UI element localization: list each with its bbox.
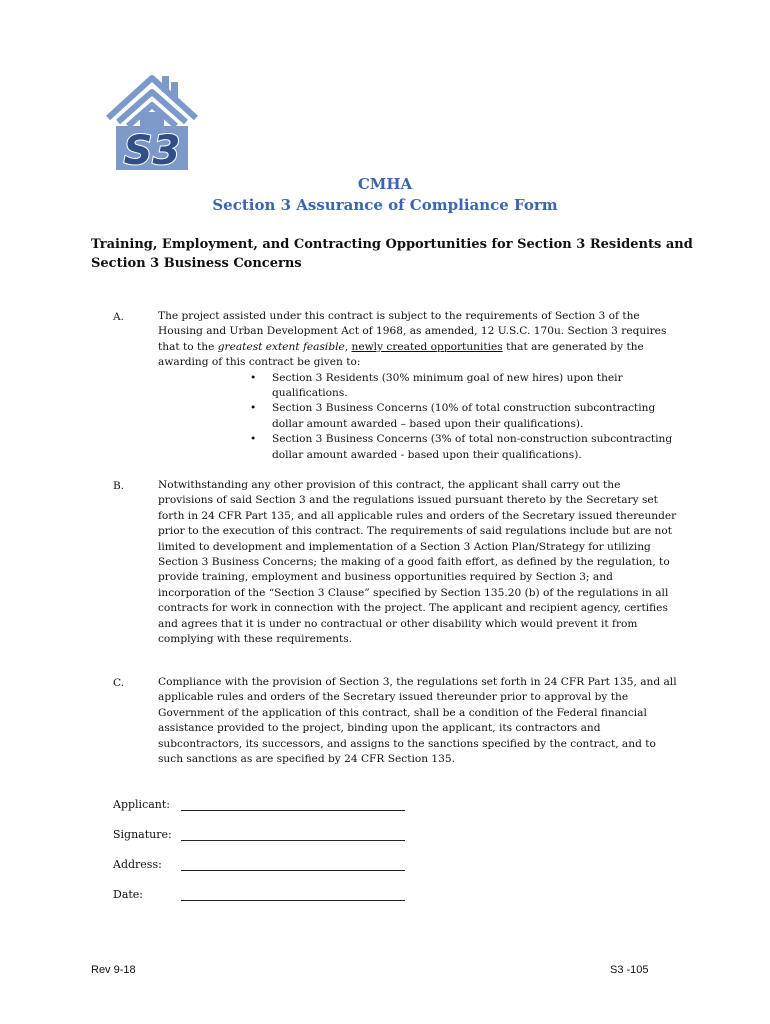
- signature-field[interactable]: [181, 840, 405, 841]
- footer-form-number: S3 -105: [610, 964, 649, 976]
- section-a-emphasis: greatest extent feasible: [217, 340, 345, 353]
- org-title: CMHA: [357, 175, 413, 193]
- section-c-paragraph: Compliance with the provision of Section 3, the regulations set forth in 24 CFR Part 135, and all applicable rules and orders of the Secretary issued thereunder prior to approval by the Government of the application of this contract, shall be a condition of the Federal financial assistance provided to the project, binding upon the applicant, its contractors and subcontractors, its successors, and assigns to the sanctions specified by the contract, and to such sanctions as are specified by 24 CFR Section 135.: [158, 676, 677, 766]
- date-field[interactable]: [181, 900, 405, 901]
- applicant-label: Applicant:: [113, 798, 170, 811]
- section-a-underlined: newly created opportunities: [351, 340, 503, 353]
- section-b-letter: B.: [113, 480, 125, 492]
- footer-revision: Rev 9-18: [91, 964, 136, 976]
- bullet-item: • Section 3 Residents (30% minimum goal of new hires) upon their qualifications.: [272, 371, 678, 402]
- bullet-item: • Section 3 Business Concerns (10% of total construction subcontracting dollar amount awarded – based upon their qualifications).: [272, 401, 678, 432]
- address-field[interactable]: [181, 870, 405, 871]
- section-c-letter: C.: [113, 677, 125, 689]
- s3-logo: [104, 72, 204, 176]
- logo-text: S3: [123, 128, 181, 174]
- heading-line-2: Section 3 Business Concerns: [91, 256, 302, 271]
- section-a-text-before: The project assisted under this contract is subject to the requirements of Section 3 of the Housing and Urban Development Act of 1968, as amended, 12 U.S.C. 170u. Section 3 requires that to the: [158, 310, 667, 353]
- section-a-bullets: [158, 371, 678, 463]
- section-a-comma: ,: [344, 340, 352, 353]
- date-label: Date:: [113, 888, 144, 901]
- bullet-item: • Section 3 Business Concerns (3% of total non-construction subcontracting dollar amount awarded - based upon their qualifications).: [272, 432, 678, 463]
- section-a-letter: A.: [113, 311, 125, 323]
- heading-line-1: Training, Employment, and Contracting Opportunities for Section 3 Residents and: [91, 237, 693, 252]
- section-b-paragraph: Notwithstanding any other provision of this contract, the applicant shall carry out the provisions of said Section 3 and the regulations issued pursuant thereto by the Secretary set forth in 24 CFR Part 135, and all applicable rules and orders of the Secretary issued thereunder prior to the execution of this contract. The requirements of said regulations include but are not limited to development and implementation of a Section 3 Action Plan/Strategy for utilizing Section 3 Business Concerns; the making of a good faith effort, as defined by the regulation, to provide training, employment and business opportunities required by Section 3; and incorporation of the “Section 3 Clause” specified by Section 135.20 (b) of the regulations in all contracts for work in connection with the project. The applicant and recipient agency, certifies and agrees that it is under no contractual or other disability which would prevent it from complying with these requirements.: [158, 479, 677, 646]
- section-a-paragraph: [158, 309, 678, 463]
- applicant-field[interactable]: [181, 810, 405, 811]
- address-label: Address:: [113, 858, 162, 871]
- section-a-text-after: that are generated by the awarding of this contract be given to:: [158, 340, 644, 369]
- form-title: Section 3 Assurance of Compliance Form: [212, 196, 558, 214]
- signature-label: Signature:: [113, 828, 172, 841]
